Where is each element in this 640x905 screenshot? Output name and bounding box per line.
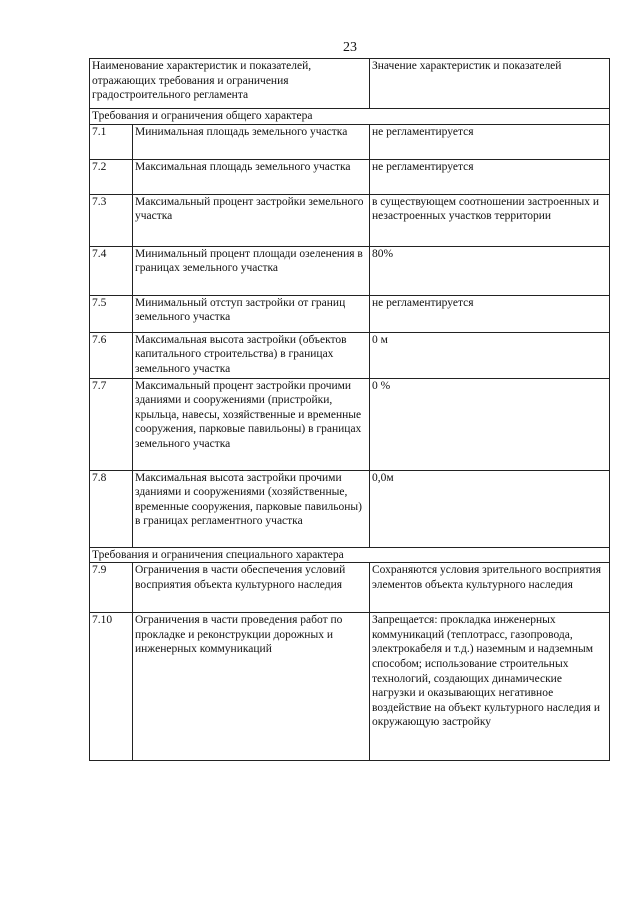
row-value: не регламентируется: [370, 295, 610, 332]
section-title-general: Требования и ограничения общего характера: [90, 109, 610, 125]
table-row: [90, 470, 610, 547]
row-number: 7.5: [90, 295, 133, 332]
table-row: [90, 563, 610, 613]
section-title-special: Требования и ограничения специального характера: [90, 547, 610, 563]
row-number: 7.2: [90, 159, 133, 194]
row-name: Минимальный отступ застройки от границ земельного участка: [133, 295, 370, 332]
table-row: [90, 378, 610, 470]
row-name: Максимальная высота застройки прочими зданиями и сооружениями (хозяйственные, временные сооружения, парковые павильоны) в границах регламентного участка: [133, 470, 370, 547]
row-name: Минимальная площадь земельного участка: [133, 124, 370, 159]
row-number: 7.9: [90, 563, 133, 613]
row-number: 7.7: [90, 378, 133, 470]
row-name: Ограничения в части проведения работ по прокладке и реконструкции дорожных и инженерных коммуникаций: [133, 613, 370, 761]
row-value: Запрещается: прокладка инженерных коммуникаций (теплотрасс, газопровода, электрокабеля и т.д.) наземным и надземным способом; использование строительных технологий, создающих динамические нагрузки и оказывающих негативное воздействие на объект культурного наследия и окружающую застройку: [370, 613, 610, 761]
table-row: [90, 246, 610, 295]
table-row: [90, 332, 610, 378]
row-value: 80%: [370, 246, 610, 295]
page-number: 23: [343, 40, 357, 55]
table-row: [90, 194, 610, 246]
row-number: 7.1: [90, 124, 133, 159]
row-number: 7.10: [90, 613, 133, 761]
row-name: Ограничения в части обеспечения условий восприятия объекта культурного наследия: [133, 563, 370, 613]
row-number: 7.4: [90, 246, 133, 295]
table-row: [90, 613, 610, 761]
section-row-special: [90, 547, 610, 563]
row-value: 0 м: [370, 332, 610, 378]
section-row-general: [90, 109, 610, 125]
row-name: Максимальный процент застройки земельного участка: [133, 194, 370, 246]
table-header-row: [90, 59, 610, 109]
row-name: Максимальная высота застройки (объектов капитального строительства) в границах земельного участка: [133, 332, 370, 378]
row-value: 0 %: [370, 378, 610, 470]
header-name-cell: Наименование характеристик и показателей, отражающих требования и ограничения градостроительного регламента: [90, 59, 370, 109]
row-number: 7.8: [90, 470, 133, 547]
row-value: 0,0м: [370, 470, 610, 547]
header-value-cell: Значение характеристик и показателей: [370, 59, 610, 109]
table-row: [90, 124, 610, 159]
row-number: 7.6: [90, 332, 133, 378]
regulation-table: [89, 58, 610, 761]
row-value: не регламентируется: [370, 159, 610, 194]
row-number: 7.3: [90, 194, 133, 246]
row-value: в существующем соотношении застроенных и незастроенных участков территории: [370, 194, 610, 246]
row-name: Максимальная площадь земельного участка: [133, 159, 370, 194]
table-row: [90, 159, 610, 194]
row-name: Максимальный процент застройки прочими зданиями и сооружениями (пристройки, крыльца, навесы, хозяйственные и временные сооружения, парковые павильоны) в границах земельного участка: [133, 378, 370, 470]
row-name: Минимальный процент площади озеленения в границах земельного участка: [133, 246, 370, 295]
table-row: [90, 295, 610, 332]
row-value: Сохраняются условия зрительного восприятия элементов объекта культурного наследия: [370, 563, 610, 613]
row-value: не регламентируется: [370, 124, 610, 159]
